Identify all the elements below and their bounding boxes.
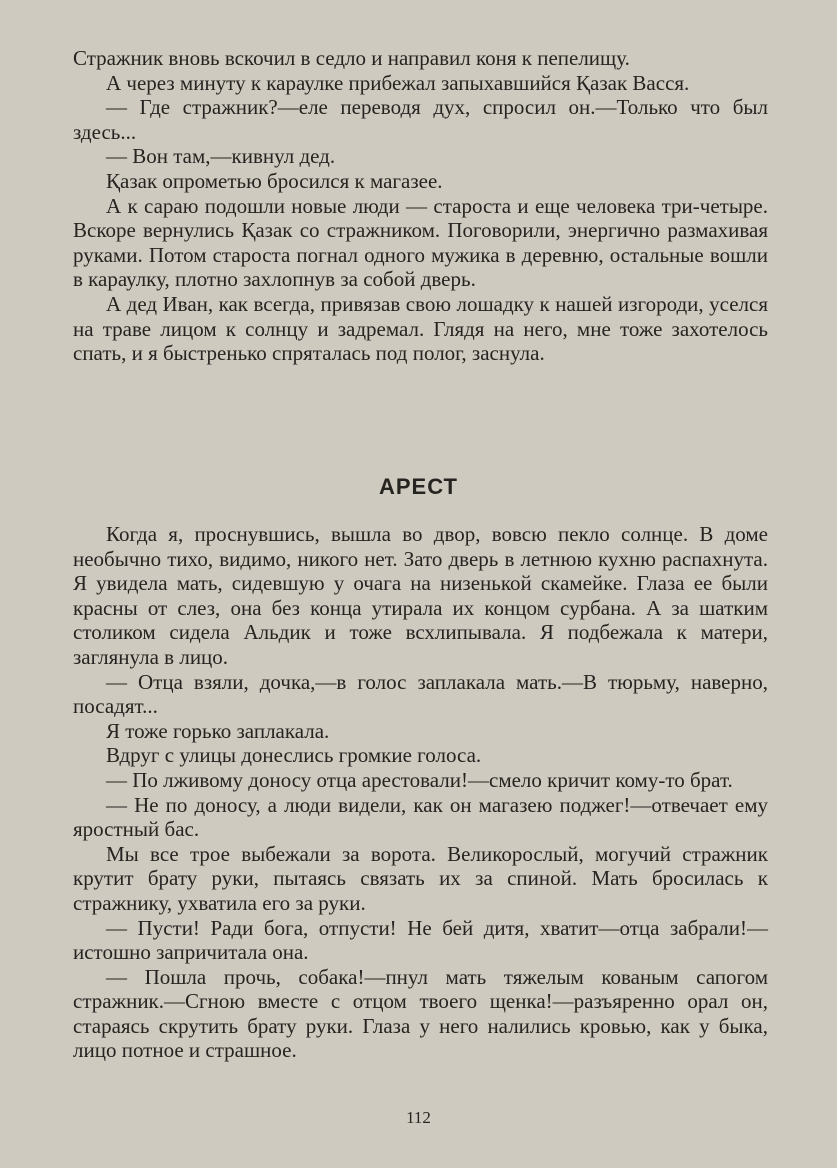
paragraph: Стражник вновь вскочил в седло и направил коня к пепелищу. bbox=[73, 46, 630, 70]
paragraph: Мы все трое выбежали за ворота. Великорослый, могучий стражник крутит брату руки, пытаясь связать их за спиной. Мать бросилась к стражнику, ухватила его за руки. bbox=[73, 841, 768, 915]
paragraph: — По лживому доносу отца арестовали!—смело кричит кому-то брат. bbox=[106, 767, 733, 792]
paragraph: Қазак опрометью бросился к магазее. bbox=[106, 168, 443, 193]
paragraph: А через минуту к караулке прибежал запыхавшийся Қазак Васся. bbox=[106, 70, 690, 95]
page-number: 112 bbox=[406, 1108, 431, 1127]
paragraph: — Где стражник?—еле переводя дух, спросил он.—Только что был здесь... bbox=[73, 95, 768, 144]
paragraph: А дед Иван, как всегда, привязав свою лошадку к нашей изгороди, уселся на траве лицом к солнцу и задремал. Глядя на него, мне тоже захотелось спать, и я быстренько спряталась под полог, заснула. bbox=[73, 291, 768, 366]
paragraph: Вдруг с улицы донеслись громкие голоса. bbox=[106, 743, 482, 768]
paragraph: — Не по доносу, а люди видели, как он магазею поджег!—отвечает ему яростный бас. bbox=[73, 792, 768, 842]
text-block-after-heading bbox=[73, 522, 768, 1063]
paragraph: — Пошла прочь, собака!—пнул мать тяжелым кованым сапогом стражник.—Сгною вместе с отцом твоего щенка!—разъяренно орал он, стараясь скрутить брату руки. Глаза у него налились кровью, как у быка, лицо потное и страшное. bbox=[73, 964, 768, 1063]
text-block-before-heading bbox=[73, 46, 768, 366]
paragraph: А к сараю подошли новые люди — староста и еще человека три-четыре. Вскоре вернулись Қазак со стражником. Поговорили, энергично размахивая руками. Потом староста погнал одного мужика в деревню, остальные вошли в караулку, плотно захлопнув за собой дверь. bbox=[73, 193, 768, 292]
paragraph: Я тоже горько заплакала. bbox=[106, 718, 330, 743]
paragraph: — Вон там,—кивнул дед. bbox=[106, 144, 336, 169]
chapter-heading: АРЕСТ bbox=[378, 474, 458, 499]
paragraph: — Пусти! Ради бога, отпусти! Не бей дитя, хватит—отца забрали!—истошно запричитала она. bbox=[73, 915, 768, 965]
paragraph: — Отца взяли, дочка,—в голос заплакала мать.—В тюрьму, наверно, посадят... bbox=[73, 669, 768, 719]
paragraph: Когда я, проснувшись, вышла во двор, вовсю пекло солнце. В доме необычно тихо, видимо, никого нет. Зато дверь в летнюю кухню распахнута. Я увидела мать, сидевшую у очага на низенькой скамейке. Глаза ее были красны от слез, она без конца утирала их концом сурбана. А за шатким столиком сидела Альдик и тоже всхлипывала. Я подбежала к матери, заглянула в лицо. bbox=[73, 522, 768, 669]
